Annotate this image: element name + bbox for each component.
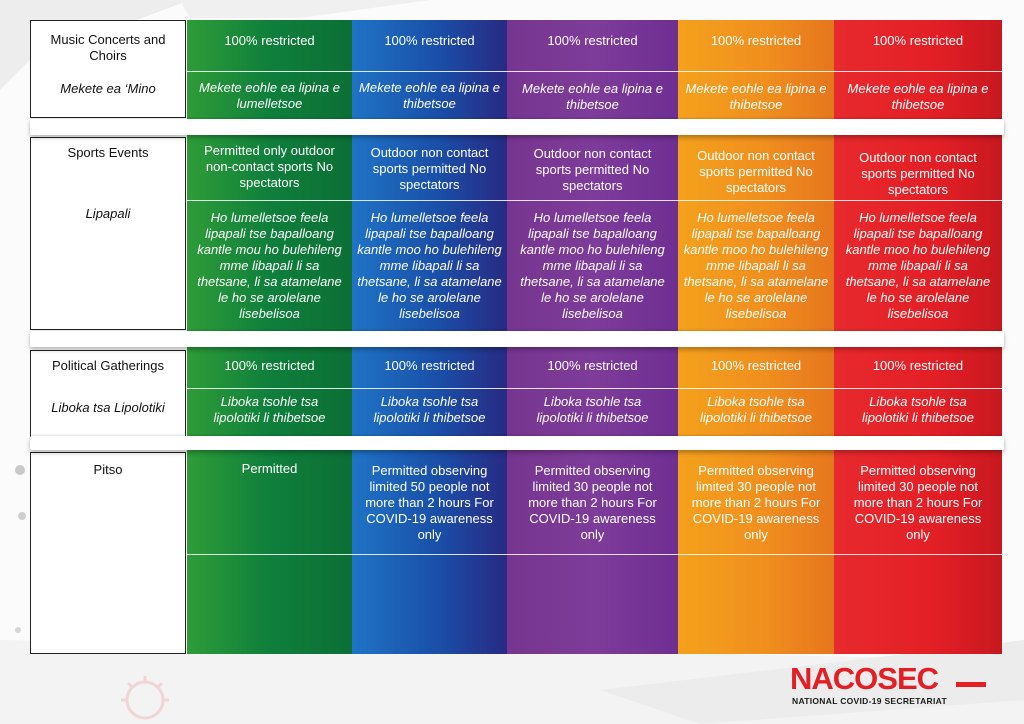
cell-sports-orange: Outdoor non contact sports permitted No spectators	[697, 148, 815, 195]
cell-music-blue: 100% restricted	[384, 33, 475, 48]
cell-sports-blue: Outdoor non contact sports permitted No spectators	[370, 145, 489, 192]
cell-sports-green: Permitted only outdoor non-contact sports No spectators	[204, 143, 335, 190]
row-divider	[187, 388, 1002, 389]
section-separator	[30, 119, 1004, 135]
restrictions-table	[30, 20, 1002, 654]
cell-music-green: 100% restricted	[224, 33, 315, 48]
row-divider	[187, 554, 1002, 555]
cell-political-green: 100% restricted	[224, 358, 315, 373]
cell-political-red-sesotho: Liboka tsohle tsa lipolotiki li thibetsoe	[861, 394, 974, 425]
cell-political-green-sesotho: Liboka tsohle tsa lipolotiki li thibetsoe	[213, 394, 326, 425]
category-music: Music Concerts and Choirs	[50, 32, 166, 63]
cell-music-blue-sesotho: Mekete eohle ea lipina e thibetsoe	[359, 80, 500, 111]
cell-political-blue-sesotho: Liboka tsohle tsa lipolotiki li thibetsoe	[373, 394, 486, 425]
category-music-sesotho: Mekete ea ‘Mino	[60, 81, 156, 96]
cell-music-green-sesotho: Mekete eohle ea lipina e lumelletsoe	[199, 80, 340, 111]
cell-political-blue: 100% restricted	[384, 358, 475, 373]
cell-music-orange-sesotho: Mekete eohle ea lipina e thibetsoe	[685, 81, 827, 112]
cell-music-orange: 100% restricted	[710, 33, 802, 48]
cell-sports-red: Outdoor non contact sports permitted No spectators	[859, 150, 977, 197]
cell-political-red: 100% restricted	[872, 358, 964, 373]
cell-political-orange: 100% restricted	[710, 358, 802, 373]
cell-political-purple: 100% restricted	[547, 358, 638, 373]
cell-sports-purple: Outdoor non contact sports permitted No spectators	[533, 146, 652, 193]
label-box-pitso	[30, 452, 186, 654]
cell-sports-purple-sesotho: Ho lumelletsoe feela lipapali tse bapalloang kantle moo ho bulehileng mme libapali li sa thetsane, li sa atamelane le ho se arolelane lisebelisoa	[520, 210, 665, 321]
category-sports-sesotho: Lipapali	[85, 206, 131, 221]
category-sports: Sports Events	[67, 145, 149, 160]
cell-music-purple-sesotho: Mekete eohle ea lipina e thibetsoe	[522, 81, 663, 112]
cell-pitso-red: Permitted observing limited 30 people not more than 2 hours For COVID-19 awareness only	[853, 463, 983, 542]
cell-political-purple-sesotho: Liboka tsohle tsa lipolotiki li thibetsoe	[536, 394, 649, 425]
cell-pitso-blue: Permitted observing limited 50 people not more than 2 hours For COVID-19 awareness only	[365, 463, 494, 542]
category-political: Political Gatherings	[52, 358, 164, 373]
cell-sports-red-sesotho: Ho lumelletsoe feela lipapali tse bapalloang kantle moo ho bulehileng mme libapali li sa thetsane, li sa atamelane le ho se arolelane lisebelisoa	[845, 210, 991, 321]
section-separator	[30, 331, 1004, 347]
section-separator	[30, 436, 1004, 450]
row-divider	[187, 71, 1002, 72]
cell-sports-green-sesotho: Ho lumelletsoe feela lipapali tse bapalloang kantle mou ho bulehileng mme libapali li sa thetsane, li sa atamelane le ho se arolelane lisebelisoa	[197, 210, 342, 321]
category-political-sesotho: Liboka tsa Lipolotiki	[51, 400, 165, 415]
logo-subtitle: NATIONAL COVID-19 SECRETARIAT	[792, 696, 947, 706]
cell-pitso-orange: Permitted observing limited 30 people not more than 2 hours For COVID-19 awareness only	[691, 463, 821, 542]
nacosec-logo	[790, 662, 990, 710]
cell-music-red-sesotho: Mekete eohle ea lipina e thibetsoe	[847, 81, 989, 112]
cell-pitso-purple: Permitted observing limited 30 people not more than 2 hours For COVID-19 awareness only	[528, 463, 657, 542]
cell-political-orange-sesotho: Liboka tsohle tsa lipolotiki li thibetsoe	[699, 394, 812, 425]
cell-music-red: 100% restricted	[872, 33, 964, 48]
cell-pitso-green: Permitted	[241, 461, 298, 476]
logo-name: NACOSEC	[790, 661, 939, 696]
cell-sports-orange-sesotho: Ho lumelletsoe feela lipapali tse bapalloang kantle moo ho bulehileng mme libapali li sa thetsane, li sa atamelane le ho se arolelane lisebelisoa	[683, 210, 829, 321]
category-pitso: Pitso	[93, 462, 123, 477]
cell-sports-blue-sesotho: Ho lumelletsoe feela lipapali tse bapalloang kantle moo ho bulehileng mme libapali li sa thetsane, li sa atamelane le ho se arolelane lisebelisoa	[357, 210, 502, 321]
logo-accent-bar	[956, 682, 986, 687]
label-box-sports	[30, 137, 186, 330]
row-divider	[187, 200, 1002, 201]
cell-music-purple: 100% restricted	[547, 33, 638, 48]
